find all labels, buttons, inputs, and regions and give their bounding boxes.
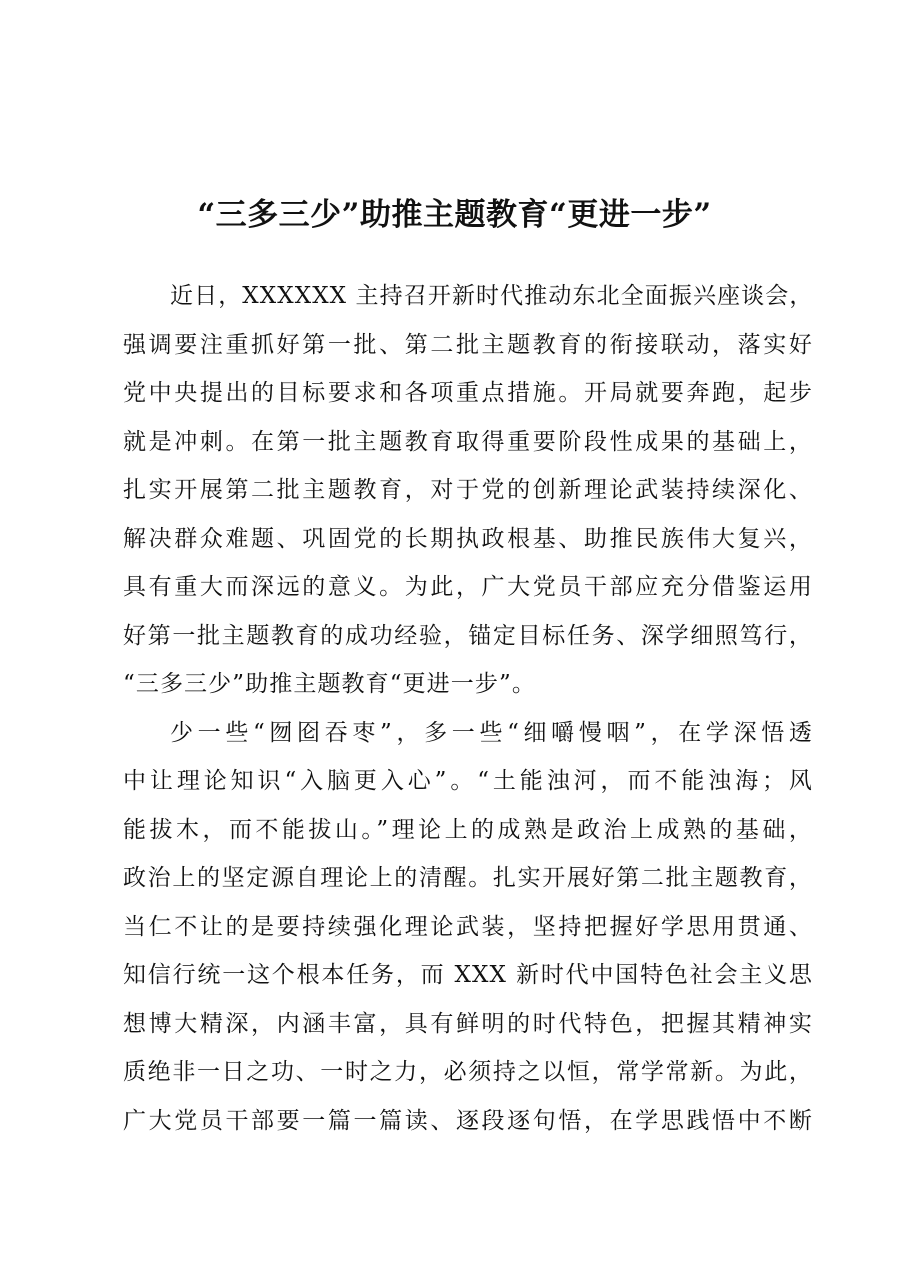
paragraph-line: 知信行统一这个根本任务，而 XXX 新时代中国特色社会主义思 <box>123 962 813 988</box>
paragraph-line: 具有重大而深远的意义。为此，广大党员干部应充分借鉴运用 <box>123 574 813 600</box>
paragraph-line: 解决群众难题、巩固党的长期执政根基、助推民族伟大复兴， <box>123 525 813 552</box>
paragraph-1 <box>123 272 813 709</box>
paragraph-line: 扎实开展第二批主题教育，对于党的创新理论武装持续深化、 <box>123 477 813 503</box>
paragraph-line: 好第一批主题教育的成功经验，锚定目标任务、深学细照笃行， <box>123 622 813 649</box>
paragraph-line: 想博大精深，内涵丰富，具有鲜明的时代特色，把握其精神实 <box>123 1010 813 1037</box>
paragraph-line: 党中央提出的目标要求和各项重点措施。开局就要奔跑，起步 <box>123 380 813 406</box>
paragraph-line: 当仁不让的是要持续强化理论武装，坚持把握好学思用贯通、 <box>123 913 813 940</box>
paragraph-line: 少一些“囫囵吞枣”，多一些“细嚼慢咽”，在学深悟透 <box>170 719 813 746</box>
paragraph-line: 广大党员干部要一篇一篇读、逐段逐句悟，在学思践悟中不断 <box>123 1107 813 1134</box>
paragraph-2 <box>123 709 813 1146</box>
document-title: “三多三少”助推主题教育“更进一步” <box>197 197 712 233</box>
paragraph-line: 中让理论知识“入脑更入心”。“土能浊河，而不能浊海；风 <box>123 768 813 794</box>
paragraph-line: 强调要注重抓好第一批、第二批主题教育的衔接联动，落实好 <box>123 331 813 358</box>
paragraph-line: 政治上的坚定源自理论上的清醒。扎实开展好第二批主题教育， <box>123 865 813 891</box>
paragraph-line: 就是冲刺。在第一批主题教育取得重要阶段性成果的基础上， <box>123 428 813 455</box>
paragraph-line: “三多三少”助推主题教育“更进一步”。 <box>123 671 536 697</box>
paragraph-line: 近日，XXXXXX 主持召开新时代推动东北全面振兴座谈会， <box>170 283 814 309</box>
document-body <box>123 272 813 1145</box>
paragraph-line: 质绝非一日之功、一时之力，必须持之以恒，常学常新。为此， <box>123 1059 813 1085</box>
paragraph-line: 能拔木，而不能拔山。”理论上的成熟是政治上成熟的基础， <box>123 816 813 843</box>
